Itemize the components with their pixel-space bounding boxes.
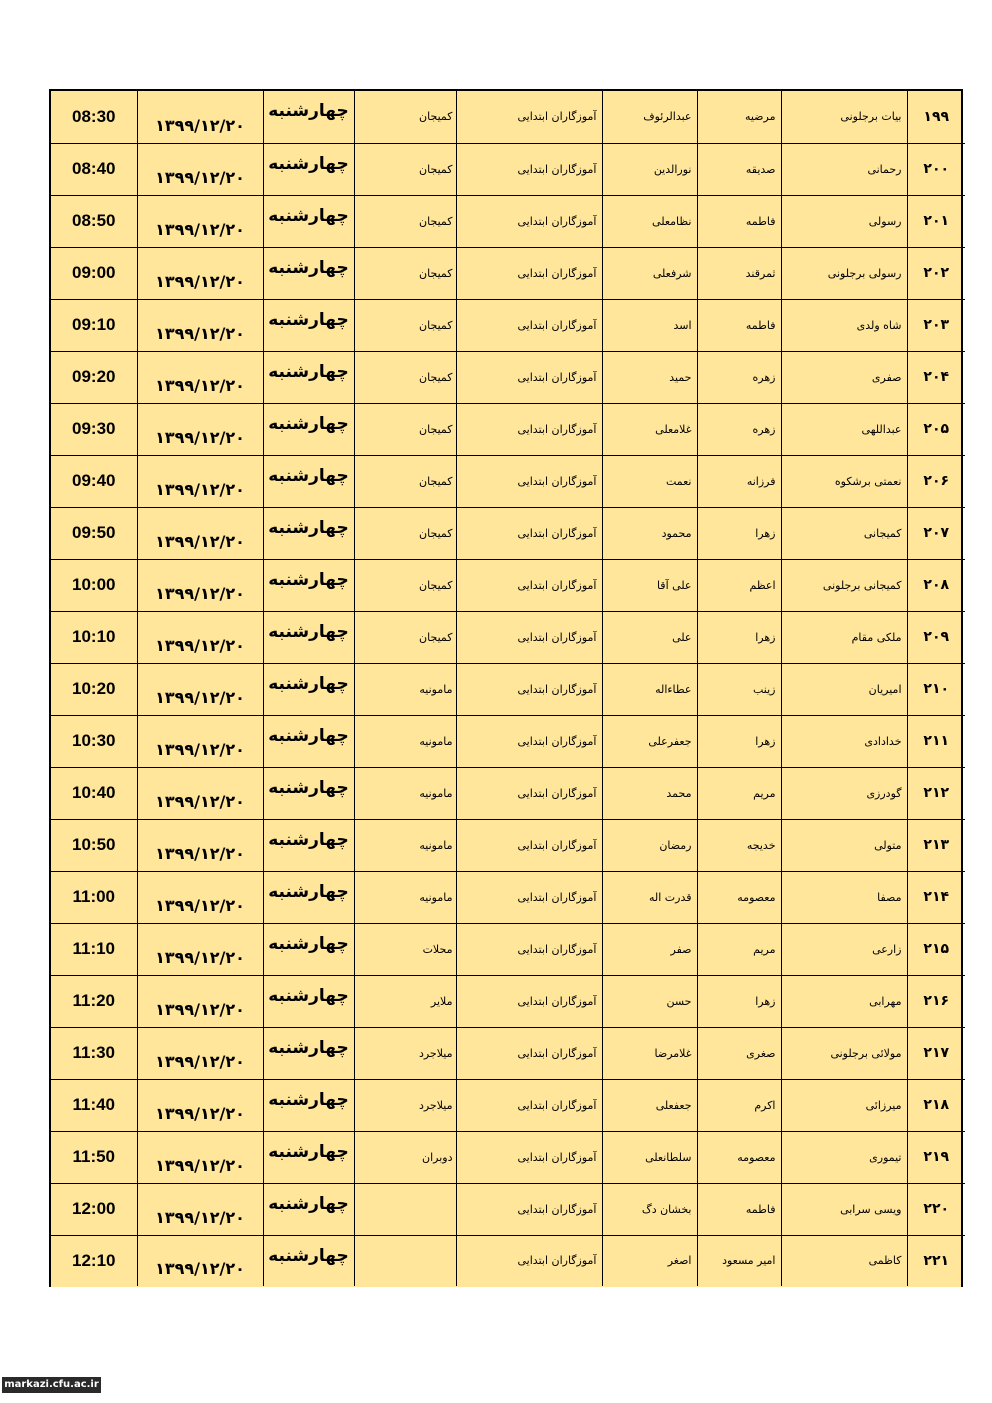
day-cell: چهارشنبه [263,559,354,611]
father-name-cell: شرفعلی [602,247,697,299]
last-name-cell: مولائی برجلونی [781,1027,907,1079]
father-name-cell: اصغر [602,1235,697,1286]
time-cell: 09:00 [51,247,137,299]
day-cell: چهارشنبه [263,1131,354,1183]
father-name-cell: نعمت [602,455,697,507]
father-name-cell: علی آقا [602,559,697,611]
field-cell: آموزگاران ابتدایی [456,923,602,975]
father-name-cell: محمود [602,507,697,559]
row-number-cell: ۲۲۰ [907,1183,965,1235]
last-name-cell: متولی [781,819,907,871]
day-cell: چهارشنبه [263,143,354,195]
time-cell: 10:50 [51,819,137,871]
table-row [51,767,965,819]
row-number-cell: ۲۱۸ [907,1079,965,1131]
father-name-cell: جعفعلی [602,1079,697,1131]
date-cell: ۱۳۹۹/۱۲/۲۰ [137,351,263,403]
table-row [51,559,965,611]
last-name-cell: نعمتی برشکوه [781,455,907,507]
day-cell: چهارشنبه [263,975,354,1027]
city-cell: دوبران [354,1131,456,1183]
schedule-table [51,91,965,1286]
date-cell: ۱۳۹۹/۱۲/۲۰ [137,1027,263,1079]
date-cell: ۱۳۹۹/۱۲/۲۰ [137,1183,263,1235]
table-row [51,715,965,767]
field-cell: آموزگاران ابتدایی [456,663,602,715]
day-cell: چهارشنبه [263,871,354,923]
date-cell: ۱۳۹۹/۱۲/۲۰ [137,247,263,299]
table-body [51,91,965,1286]
day-cell: چهارشنبه [263,507,354,559]
table-row [51,663,965,715]
time-cell: 10:00 [51,559,137,611]
last-name-cell: ملکی مقام [781,611,907,663]
row-number-cell: ۲۱۳ [907,819,965,871]
date-cell: ۱۳۹۹/۱۲/۲۰ [137,143,263,195]
day-cell: چهارشنبه [263,1235,354,1286]
site-watermark: markazi.cfu.ac.ir [2,1377,101,1393]
father-name-cell: نورالدین [602,143,697,195]
day-cell: چهارشنبه [263,299,354,351]
city-cell: کمیجان [354,611,456,663]
row-number-cell: ۲۱۰ [907,663,965,715]
first-name-cell: زهرا [697,611,781,663]
first-name-cell: زهره [697,351,781,403]
row-number-cell: ۲۱۵ [907,923,965,975]
date-cell: ۱۳۹۹/۱۲/۲۰ [137,299,263,351]
field-cell: آموزگاران ابتدایی [456,871,602,923]
table-row [51,1079,965,1131]
table-row [51,923,965,975]
first-name-cell: زینب [697,663,781,715]
last-name-cell: ویسی سرابی [781,1183,907,1235]
first-name-cell: زهره [697,403,781,455]
city-cell: کمیجان [354,403,456,455]
day-cell: چهارشنبه [263,1183,354,1235]
first-name-cell: مریم [697,767,781,819]
father-name-cell: حمید [602,351,697,403]
row-number-cell: ۲۱۱ [907,715,965,767]
first-name-cell: معصومه [697,871,781,923]
time-cell: 09:10 [51,299,137,351]
table-row [51,195,965,247]
city-cell: کمیجان [354,455,456,507]
date-cell: ۱۳۹۹/۱۲/۲۰ [137,195,263,247]
row-number-cell: ۲۰۷ [907,507,965,559]
last-name-cell: تیموری [781,1131,907,1183]
city-cell: میلاجرد [354,1027,456,1079]
time-cell: 09:50 [51,507,137,559]
field-cell: آموزگاران ابتدایی [456,143,602,195]
table-row [51,351,965,403]
field-cell: آموزگاران ابتدایی [456,351,602,403]
date-cell: ۱۳۹۹/۱۲/۲۰ [137,455,263,507]
field-cell: آموزگاران ابتدایی [456,1183,602,1235]
first-name-cell: اکرم [697,1079,781,1131]
first-name-cell: امیر مسعود [697,1235,781,1286]
city-cell: محلات [354,923,456,975]
field-cell: آموزگاران ابتدایی [456,559,602,611]
row-number-cell: ۲۱۲ [907,767,965,819]
date-cell: ۱۳۹۹/۱۲/۲۰ [137,507,263,559]
father-name-cell: بخشان دگ [602,1183,697,1235]
city-cell: مامونیه [354,871,456,923]
date-cell: ۱۳۹۹/۱۲/۲۰ [137,1235,263,1286]
table-row [51,403,965,455]
time-cell: 10:40 [51,767,137,819]
table-row [51,455,965,507]
date-cell: ۱۳۹۹/۱۲/۲۰ [137,923,263,975]
last-name-cell: مصفا [781,871,907,923]
table-row [51,1235,965,1286]
field-cell: آموزگاران ابتدایی [456,715,602,767]
last-name-cell: بیات برجلونی [781,91,907,143]
time-cell: 11:30 [51,1027,137,1079]
time-cell: 08:40 [51,143,137,195]
last-name-cell: گودرزی [781,767,907,819]
date-cell: ۱۳۹۹/۱۲/۲۰ [137,767,263,819]
field-cell: آموزگاران ابتدایی [456,507,602,559]
first-name-cell: فرزانه [697,455,781,507]
field-cell: آموزگاران ابتدایی [456,1079,602,1131]
row-number-cell: ۲۰۱ [907,195,965,247]
father-name-cell: سلطانعلی [602,1131,697,1183]
first-name-cell: فاطمه [697,299,781,351]
row-number-cell: ۲۰۵ [907,403,965,455]
first-name-cell: ثمرقند [697,247,781,299]
day-cell: چهارشنبه [263,195,354,247]
father-name-cell: اسد [602,299,697,351]
city-cell: کمیجان [354,247,456,299]
row-number-cell: ۲۱۴ [907,871,965,923]
father-name-cell: قدرت اله [602,871,697,923]
table-row [51,871,965,923]
table-row [51,143,965,195]
day-cell: چهارشنبه [263,715,354,767]
table-row [51,1183,965,1235]
day-cell: چهارشنبه [263,1027,354,1079]
date-cell: ۱۳۹۹/۱۲/۲۰ [137,559,263,611]
field-cell: آموزگاران ابتدایی [456,299,602,351]
last-name-cell: کمیجانی [781,507,907,559]
city-cell: مامونیه [354,767,456,819]
city-cell: کمیجان [354,195,456,247]
date-cell: ۱۳۹۹/۱۲/۲۰ [137,1131,263,1183]
table-row [51,507,965,559]
date-cell: ۱۳۹۹/۱۲/۲۰ [137,403,263,455]
time-cell: 12:00 [51,1183,137,1235]
father-name-cell: علی [602,611,697,663]
row-number-cell: ۲۰۲ [907,247,965,299]
row-number-cell: ۲۰۰ [907,143,965,195]
date-cell: ۱۳۹۹/۱۲/۲۰ [137,715,263,767]
time-cell: 09:20 [51,351,137,403]
row-number-cell: ۱۹۹ [907,91,965,143]
time-cell: 10:20 [51,663,137,715]
date-cell: ۱۳۹۹/۱۲/۲۰ [137,611,263,663]
field-cell: آموزگاران ابتدایی [456,1131,602,1183]
city-cell: مامونیه [354,663,456,715]
day-cell: چهارشنبه [263,247,354,299]
day-cell: چهارشنبه [263,1079,354,1131]
time-cell: 12:10 [72,1250,116,1270]
field-cell: آموزگاران ابتدایی [456,819,602,871]
time-cell: 08:30 [51,91,137,143]
schedule-sheet [49,89,963,1287]
field-cell: آموزگاران ابتدایی [456,1027,602,1079]
field-cell: آموزگاران ابتدایی [456,767,602,819]
city-cell: مامونیه [354,819,456,871]
first-name-cell: فاطمه [697,195,781,247]
last-name-cell: شاه ولدی [781,299,907,351]
city-cell: کمیجان [354,351,456,403]
first-name-cell: معصومه [697,1131,781,1183]
time-cell: 11:00 [51,871,137,923]
father-name-cell: رمضان [602,819,697,871]
row-number-cell: ۲۰۴ [907,351,965,403]
last-name-cell: کمیجانی برجلونی [781,559,907,611]
father-name-cell: غلامرضا [602,1027,697,1079]
field-cell: آموزگاران ابتدایی [456,247,602,299]
father-name-cell: محمد [602,767,697,819]
father-name-cell: نظامعلی [602,195,697,247]
first-name-cell: زهرا [697,975,781,1027]
last-name-cell: مهرابی [781,975,907,1027]
table-row [51,1131,965,1183]
last-name-cell: امیریان [781,663,907,715]
table-row [51,975,965,1027]
table-row [51,247,965,299]
first-name-cell: زهرا [697,715,781,767]
father-name-cell: عطاءاله [602,663,697,715]
day-cell: چهارشنبه [263,611,354,663]
father-name-cell: جعفرعلی [602,715,697,767]
table-row [51,299,965,351]
father-name-cell: حسن [602,975,697,1027]
city-cell: کمیجان [354,299,456,351]
field-cell: آموزگاران ابتدایی [456,195,602,247]
last-name-cell: رسولی برجلونی [781,247,907,299]
field-cell: آموزگاران ابتدایی [456,975,602,1027]
field-cell: آموزگاران ابتدایی [456,1235,602,1286]
date-cell: ۱۳۹۹/۱۲/۲۰ [137,819,263,871]
first-name-cell: اعظم [697,559,781,611]
day-cell: چهارشنبه [263,923,354,975]
time-cell: 11:20 [51,975,137,1027]
date-cell: ۱۳۹۹/۱۲/۲۰ [137,975,263,1027]
city-cell: کمیجان [354,143,456,195]
last-name-cell: کاظمی [781,1235,907,1286]
time-cell: 09:30 [51,403,137,455]
table-row [51,819,965,871]
last-name-cell: خدادادی [781,715,907,767]
field-cell: آموزگاران ابتدایی [456,91,602,143]
city-cell: کمیجان [354,559,456,611]
time-cell: 10:30 [51,715,137,767]
last-name-cell: عبداللهی [781,403,907,455]
day-cell: چهارشنبه [263,767,354,819]
row-number-cell: ۲۰۸ [907,559,965,611]
first-name-cell: صغری [697,1027,781,1079]
time-cell: 11:40 [51,1079,137,1131]
first-name-cell: خدیجه [697,819,781,871]
last-name-cell: رسولی [781,195,907,247]
table-row [51,91,965,143]
city-cell: میلاجرد [354,1079,456,1131]
time-cell: 11:50 [51,1131,137,1183]
row-number-cell: ۲۰۶ [907,455,965,507]
date-cell: ۱۳۹۹/۱۲/۲۰ [137,91,263,143]
row-number-cell: ۲۱۷ [907,1027,965,1079]
row-number-cell: ۲۱۹ [907,1131,965,1183]
first-name-cell: مریم [697,923,781,975]
first-name-cell: صدیقه [697,143,781,195]
field-cell: آموزگاران ابتدایی [456,611,602,663]
time-cell: 09:40 [51,455,137,507]
father-name-cell: صفر [602,923,697,975]
first-name-cell: فاطمه [697,1183,781,1235]
date-cell: ۱۳۹۹/۱۲/۲۰ [137,663,263,715]
time-cell: 08:50 [51,195,137,247]
city-cell [354,1183,456,1235]
field-cell: آموزگاران ابتدایی [456,403,602,455]
time-cell: 10:10 [51,611,137,663]
table-row [51,611,965,663]
first-name-cell: زهرا [697,507,781,559]
table-row [51,1027,965,1079]
father-name-cell: غلامعلی [602,403,697,455]
field-cell: آموزگاران ابتدایی [456,455,602,507]
first-name-cell: مرضیه [697,91,781,143]
time-cell: 11:10 [51,923,137,975]
day-cell: چهارشنبه [263,91,354,143]
row-number-cell: ۲۰۹ [907,611,965,663]
row-number-cell: ۲۱۶ [907,975,965,1027]
date-cell: ۱۳۹۹/۱۲/۲۰ [137,1079,263,1131]
day-cell: چهارشنبه [263,455,354,507]
row-number-cell: ۲۲۱ [907,1235,965,1286]
city-cell [354,1235,456,1286]
last-name-cell: میرزائی [781,1079,907,1131]
last-name-cell: صفری [781,351,907,403]
date-cell: ۱۳۹۹/۱۲/۲۰ [137,871,263,923]
city-cell: مامونیه [354,715,456,767]
day-cell: چهارشنبه [263,403,354,455]
row-number-cell: ۲۰۳ [907,299,965,351]
last-name-cell: زارعی [781,923,907,975]
city-cell: کمیجان [354,507,456,559]
day-cell: چهارشنبه [263,351,354,403]
last-name-cell: رحمانی [781,143,907,195]
day-cell: چهارشنبه [263,819,354,871]
day-cell: چهارشنبه [263,663,354,715]
city-cell: کمیجان [354,91,456,143]
father-name-cell: عبدالرئوف [602,91,697,143]
city-cell: ملایر [354,975,456,1027]
